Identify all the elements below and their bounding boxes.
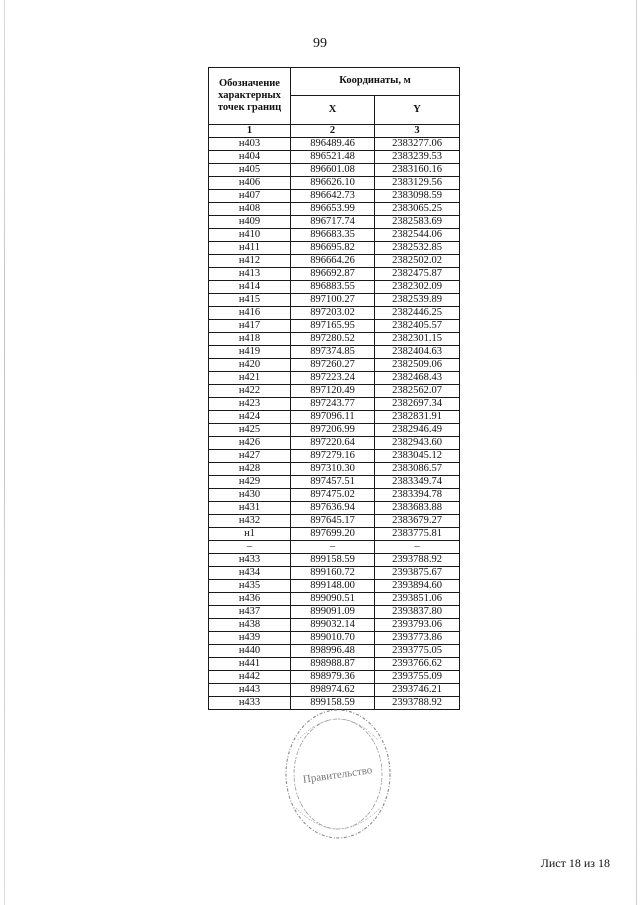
seal-center-text: Правительство bbox=[302, 764, 374, 786]
cell-point-id: н442 bbox=[209, 671, 291, 684]
scan-edge-right bbox=[636, 0, 637, 905]
page-number: 99 bbox=[313, 36, 327, 51]
cell-point-id: н427 bbox=[209, 450, 291, 463]
cell-y-coordinate: 2382468.43 bbox=[375, 372, 460, 385]
cell-point-id: н407 bbox=[209, 190, 291, 203]
cell-y-coordinate: 2393746.21 bbox=[375, 684, 460, 697]
cell-x-coordinate: 896653.99 bbox=[291, 203, 375, 216]
cell-y-coordinate: 2383045.12 bbox=[375, 450, 460, 463]
cell-point-id: н429 bbox=[209, 476, 291, 489]
cell-y-coordinate: 2382475.87 bbox=[375, 268, 460, 281]
cell-point-id: н419 bbox=[209, 346, 291, 359]
cell-y-coordinate: 2382446.25 bbox=[375, 307, 460, 320]
cell-x-coordinate: 899158.59 bbox=[291, 554, 375, 567]
scan-edge-left bbox=[4, 0, 5, 905]
table-row bbox=[209, 151, 460, 164]
cell-y-coordinate: – bbox=[375, 541, 460, 554]
cell-point-id: н404 bbox=[209, 151, 291, 164]
table-row bbox=[209, 203, 460, 216]
cell-x-coordinate: 897203.02 bbox=[291, 307, 375, 320]
table-row bbox=[209, 307, 460, 320]
cell-y-coordinate: 2382946.49 bbox=[375, 424, 460, 437]
cell-y-coordinate: 2383775.81 bbox=[375, 528, 460, 541]
cell-x-coordinate: 897645.17 bbox=[291, 515, 375, 528]
cell-point-id: н432 bbox=[209, 515, 291, 528]
cell-x-coordinate: 897475.02 bbox=[291, 489, 375, 502]
cell-x-coordinate: 899160.72 bbox=[291, 567, 375, 580]
table-row bbox=[209, 346, 460, 359]
cell-point-id: н412 bbox=[209, 255, 291, 268]
cell-x-coordinate: 896695.82 bbox=[291, 242, 375, 255]
table-row bbox=[209, 606, 460, 619]
cell-y-coordinate: 2393875.67 bbox=[375, 567, 460, 580]
table-row bbox=[209, 216, 460, 229]
table-row bbox=[209, 671, 460, 684]
table-row bbox=[209, 281, 460, 294]
coordinates-table bbox=[208, 67, 460, 710]
table-row bbox=[209, 463, 460, 476]
cell-y-coordinate: 2382831.91 bbox=[375, 411, 460, 424]
cell-x-coordinate: 897165.95 bbox=[291, 320, 375, 333]
table-row bbox=[209, 489, 460, 502]
cell-point-id: н441 bbox=[209, 658, 291, 671]
table-row bbox=[209, 385, 460, 398]
cell-x-coordinate: 897310.30 bbox=[291, 463, 375, 476]
cell-x-coordinate: 899090.51 bbox=[291, 593, 375, 606]
cell-x-coordinate: 896664.26 bbox=[291, 255, 375, 268]
cell-point-id: н410 bbox=[209, 229, 291, 242]
cell-point-id: н420 bbox=[209, 359, 291, 372]
cell-point-id: н435 bbox=[209, 580, 291, 593]
cell-x-coordinate: 897096.11 bbox=[291, 411, 375, 424]
cell-x-coordinate: 897243.77 bbox=[291, 398, 375, 411]
cell-y-coordinate: 2382509.06 bbox=[375, 359, 460, 372]
cell-x-coordinate: 899032.14 bbox=[291, 619, 375, 632]
cell-point-id: н436 bbox=[209, 593, 291, 606]
cell-y-coordinate: 2383277.06 bbox=[375, 138, 460, 151]
cell-y-coordinate: 2382583.69 bbox=[375, 216, 460, 229]
cell-y-coordinate: 2382544.06 bbox=[375, 229, 460, 242]
table-row bbox=[209, 567, 460, 580]
cell-y-coordinate: 2393894.60 bbox=[375, 580, 460, 593]
cell-point-id: н439 bbox=[209, 632, 291, 645]
cell-y-coordinate: 2383683.88 bbox=[375, 502, 460, 515]
cell-point-id: н409 bbox=[209, 216, 291, 229]
table-row bbox=[209, 333, 460, 346]
cell-point-id: н440 bbox=[209, 645, 291, 658]
sheet-footer: Лист 18 из 18 bbox=[540, 856, 610, 870]
cell-x-coordinate: 897260.27 bbox=[291, 359, 375, 372]
cell-y-coordinate: 2382532.85 bbox=[375, 242, 460, 255]
table-row bbox=[209, 684, 460, 697]
cell-x-coordinate: 897699.20 bbox=[291, 528, 375, 541]
cell-point-id: н423 bbox=[209, 398, 291, 411]
cell-y-coordinate: 2393773.86 bbox=[375, 632, 460, 645]
table-row bbox=[209, 359, 460, 372]
cell-y-coordinate: 2382502.02 bbox=[375, 255, 460, 268]
cell-point-id: н425 bbox=[209, 424, 291, 437]
cell-x-coordinate: 898974.62 bbox=[291, 684, 375, 697]
cell-y-coordinate: 2382405.57 bbox=[375, 320, 460, 333]
table-row bbox=[209, 580, 460, 593]
cell-point-id: н434 bbox=[209, 567, 291, 580]
cell-x-coordinate: 897280.52 bbox=[291, 333, 375, 346]
cell-x-coordinate: 898988.87 bbox=[291, 658, 375, 671]
table-row bbox=[209, 229, 460, 242]
cell-y-coordinate: 2382302.09 bbox=[375, 281, 460, 294]
cell-point-id: н428 bbox=[209, 463, 291, 476]
cell-y-coordinate: 2393793.06 bbox=[375, 619, 460, 632]
table-row bbox=[209, 554, 460, 567]
cell-x-coordinate: 896642.73 bbox=[291, 190, 375, 203]
header-column-number-1: 1 bbox=[209, 125, 291, 138]
table-row bbox=[209, 502, 460, 515]
cell-y-coordinate: 2393851.06 bbox=[375, 593, 460, 606]
cell-point-id: н408 bbox=[209, 203, 291, 216]
cell-y-coordinate: 2382943.60 bbox=[375, 437, 460, 450]
header-y: Y bbox=[375, 95, 460, 124]
cell-y-coordinate: 2393775.05 bbox=[375, 645, 460, 658]
table-row bbox=[209, 398, 460, 411]
cell-x-coordinate: 897100.27 bbox=[291, 294, 375, 307]
cell-x-coordinate: 897220.64 bbox=[291, 437, 375, 450]
cell-point-id: н403 bbox=[209, 138, 291, 151]
table-row bbox=[209, 645, 460, 658]
cell-y-coordinate: 2383239.53 bbox=[375, 151, 460, 164]
official-seal-stamp bbox=[280, 700, 396, 840]
cell-point-id: н430 bbox=[209, 489, 291, 502]
table-row bbox=[209, 632, 460, 645]
cell-x-coordinate: 899158.59 bbox=[291, 697, 375, 710]
cell-y-coordinate: 2383098.59 bbox=[375, 190, 460, 203]
cell-x-coordinate: 897223.24 bbox=[291, 372, 375, 385]
cell-point-id: н417 bbox=[209, 320, 291, 333]
cell-x-coordinate: 896717.74 bbox=[291, 216, 375, 229]
table-row bbox=[209, 190, 460, 203]
cell-x-coordinate: 896601.08 bbox=[291, 164, 375, 177]
cell-y-coordinate: 2382301.15 bbox=[375, 333, 460, 346]
cell-x-coordinate: 897374.85 bbox=[291, 346, 375, 359]
cell-point-id: – bbox=[209, 541, 291, 554]
table-row bbox=[209, 541, 460, 554]
cell-point-id: н437 bbox=[209, 606, 291, 619]
cell-x-coordinate: 898996.48 bbox=[291, 645, 375, 658]
table-row bbox=[209, 528, 460, 541]
table-row bbox=[209, 372, 460, 385]
table-row bbox=[209, 424, 460, 437]
table-row bbox=[209, 593, 460, 606]
table-row bbox=[209, 658, 460, 671]
cell-point-id: н418 bbox=[209, 333, 291, 346]
cell-x-coordinate: 896883.55 bbox=[291, 281, 375, 294]
cell-point-id: н414 bbox=[209, 281, 291, 294]
header-x: X bbox=[291, 95, 375, 124]
header-column-number-3: 3 bbox=[375, 125, 460, 138]
table-row bbox=[209, 437, 460, 450]
cell-point-id: н416 bbox=[209, 307, 291, 320]
cell-point-id: н424 bbox=[209, 411, 291, 424]
cell-point-id: н433 bbox=[209, 554, 291, 567]
cell-x-coordinate: 896521.48 bbox=[291, 151, 375, 164]
cell-point-id: н1 bbox=[209, 528, 291, 541]
cell-point-id: н426 bbox=[209, 437, 291, 450]
cell-x-coordinate: 896489.46 bbox=[291, 138, 375, 151]
cell-x-coordinate: 899148.00 bbox=[291, 580, 375, 593]
table-row bbox=[209, 476, 460, 489]
cell-point-id: н405 bbox=[209, 164, 291, 177]
cell-point-id: н431 bbox=[209, 502, 291, 515]
table-row bbox=[209, 268, 460, 281]
cell-x-coordinate: 897636.94 bbox=[291, 502, 375, 515]
header-coordinates: Координаты, м bbox=[291, 68, 460, 96]
cell-x-coordinate: 897457.51 bbox=[291, 476, 375, 489]
table-row bbox=[209, 320, 460, 333]
cell-y-coordinate: 2383160.16 bbox=[375, 164, 460, 177]
table-body bbox=[209, 138, 460, 710]
cell-y-coordinate: 2383349.74 bbox=[375, 476, 460, 489]
cell-x-coordinate: 896683.35 bbox=[291, 229, 375, 242]
cell-y-coordinate: 2383679.27 bbox=[375, 515, 460, 528]
cell-x-coordinate: 897206.99 bbox=[291, 424, 375, 437]
cell-x-coordinate: 896692.87 bbox=[291, 268, 375, 281]
table-row bbox=[209, 294, 460, 307]
table-row bbox=[209, 138, 460, 151]
cell-y-coordinate: 2382404.63 bbox=[375, 346, 460, 359]
table-row bbox=[209, 619, 460, 632]
cell-x-coordinate: 899091.09 bbox=[291, 606, 375, 619]
cell-x-coordinate: 899010.70 bbox=[291, 632, 375, 645]
cell-y-coordinate: 2383129.56 bbox=[375, 177, 460, 190]
cell-x-coordinate: – bbox=[291, 541, 375, 554]
cell-point-id: н413 bbox=[209, 268, 291, 281]
cell-y-coordinate: 2382697.34 bbox=[375, 398, 460, 411]
cell-y-coordinate: 2383086.57 bbox=[375, 463, 460, 476]
cell-point-id: н415 bbox=[209, 294, 291, 307]
cell-point-id: н438 bbox=[209, 619, 291, 632]
cell-y-coordinate: 2383065.25 bbox=[375, 203, 460, 216]
cell-y-coordinate: 2393837.80 bbox=[375, 606, 460, 619]
table-row bbox=[209, 255, 460, 268]
table-row bbox=[209, 242, 460, 255]
table-row bbox=[209, 177, 460, 190]
cell-y-coordinate: 2382562.07 bbox=[375, 385, 460, 398]
cell-y-coordinate: 2382539.89 bbox=[375, 294, 460, 307]
cell-point-id: н411 bbox=[209, 242, 291, 255]
header-point-designation: Обозначение характерных точек границ bbox=[209, 68, 291, 125]
header-column-number-2: 2 bbox=[291, 125, 375, 138]
table-row bbox=[209, 164, 460, 177]
cell-point-id: н433 bbox=[209, 697, 291, 710]
table-row bbox=[209, 450, 460, 463]
cell-y-coordinate: 2393788.92 bbox=[375, 697, 460, 710]
cell-y-coordinate: 2393755.09 bbox=[375, 671, 460, 684]
cell-point-id: н406 bbox=[209, 177, 291, 190]
cell-point-id: н443 bbox=[209, 684, 291, 697]
table-row bbox=[209, 411, 460, 424]
cell-y-coordinate: 2393766.62 bbox=[375, 658, 460, 671]
cell-x-coordinate: 898979.36 bbox=[291, 671, 375, 684]
cell-point-id: н422 bbox=[209, 385, 291, 398]
table-row bbox=[209, 515, 460, 528]
cell-x-coordinate: 897279.16 bbox=[291, 450, 375, 463]
cell-point-id: н421 bbox=[209, 372, 291, 385]
cell-x-coordinate: 896626.10 bbox=[291, 177, 375, 190]
cell-x-coordinate: 897120.49 bbox=[291, 385, 375, 398]
cell-y-coordinate: 2383394.78 bbox=[375, 489, 460, 502]
cell-y-coordinate: 2393788.92 bbox=[375, 554, 460, 567]
